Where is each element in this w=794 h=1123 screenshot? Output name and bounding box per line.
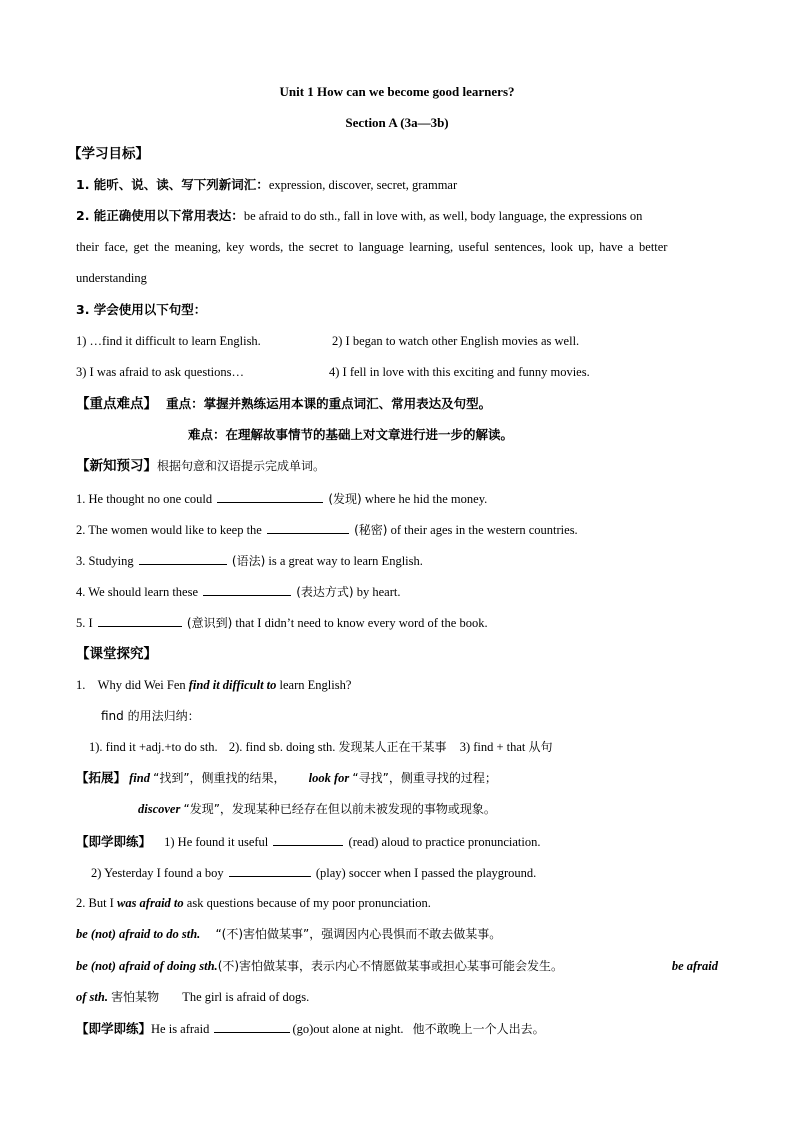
answer-blank[interactable] <box>267 521 349 534</box>
preview-row <box>76 458 718 474</box>
objective-2-label: 2. 能正确使用以下常用表达： <box>76 208 244 223</box>
key-point: 重点：掌握并熟练运用本课的重点词汇、常用表达及句型。 <box>166 396 492 411</box>
key-points-row <box>76 396 718 412</box>
objective-2-text-3: understanding <box>76 271 147 285</box>
pattern-row-1 <box>76 333 718 349</box>
difficult-point: 难点：在理解故事情节的基础上对文章进行进一步的解读。 <box>188 427 514 442</box>
preview-item-1: 1. He thought no one could (发现) where he hid the money. <box>76 492 488 506</box>
practice-row-3: 【即学即练】He is afraid (go)out alone at night. 他不敢晚上一个人出去。 <box>76 1021 545 1036</box>
answer-blank[interactable] <box>273 833 343 846</box>
pattern-1: 1) …find it difficult to learn English. <box>76 334 261 348</box>
answer-blank[interactable] <box>214 1020 290 1033</box>
question-2-phrase: was afraid to <box>116 896 184 910</box>
explore-heading: 【课堂探究】 <box>76 646 157 662</box>
objective-2 <box>76 208 718 224</box>
pattern-4: 4) I fell in love with this exciting and funny movies. <box>329 365 590 379</box>
pattern-2: 2) I began to watch other English movies as well. <box>332 334 580 348</box>
question-1-phrase: find it difficult to <box>188 678 277 692</box>
pattern-3: 3) I was afraid to ask questions… <box>76 365 245 379</box>
answer-blank[interactable] <box>229 864 311 877</box>
practice-row-2: 2) Yesterday I found a boy (play) soccer when I passed the playground. <box>91 866 537 880</box>
question-2: 2. But I was afraid to ask questions because of my poor pronunciation. <box>76 896 431 910</box>
objective-1-text: expression, discover, secret, grammar <box>268 178 458 192</box>
practice-row-1: 【即学即练】 1) He found it useful (read) aloud to practice pronunciation. <box>76 834 541 849</box>
question-1: 1. Why did Wei Fen find it difficult to learn English? <box>76 678 352 692</box>
objective-1-label: 1. 能听、说、读、写下列新词汇： <box>76 177 269 192</box>
preview-instruction: 根据句意和汉语提示完成单词。 <box>157 459 326 473</box>
objective-3-label: 3. 学会使用以下句型： <box>76 302 207 317</box>
answer-blank[interactable] <box>139 552 227 565</box>
afraid-usage-1: be (not) afraid to do sth. “(不)害怕做某事”，强调因内心畏惧而不敢去做某事。 <box>76 927 502 941</box>
preview-item-2: 2. The women would like to keep the (秘密) of their ages in the western countries. <box>76 523 578 537</box>
answer-blank[interactable] <box>98 614 182 627</box>
find-usage-heading: find 的用法归纳： <box>101 709 200 723</box>
preview-item-4: 4. We should learn these (表达方式) by heart. <box>76 585 401 599</box>
page-title: Unit 1 How can we become good learners? <box>279 84 515 99</box>
preview-item-3: 3. Studying (语法) is a great way to learn English. <box>76 554 423 568</box>
extend-label: 【拓展】 <box>76 770 127 785</box>
preview-heading: 【新知预习】 <box>76 458 157 474</box>
objective-1 <box>76 177 718 193</box>
practice-label: 【即学即练】 <box>76 834 152 849</box>
page-subtitle: Section A (3a—3b) <box>345 115 449 130</box>
find-usage-row: 1). find it +adj.+to do sth. 2). find sb. doing sth. 发现某人正在干某事 3) find + that 从句 <box>89 740 553 754</box>
answer-blank[interactable] <box>217 490 323 503</box>
objective-2-text-1: be afraid to do sth., fall in love with, as well, body language, the expressions on <box>243 209 643 223</box>
objectives-heading: 【学习目标】 <box>68 146 149 162</box>
pattern-row-2 <box>76 364 718 380</box>
afraid-usage-3: of sth. 害怕某物 The girl is afraid of dogs. <box>76 990 310 1004</box>
extend-row-2: discover “发现”，发现某种已经存在但以前未被发现的事物或现象。 <box>138 802 496 816</box>
objective-2-text-2: their face, get the meaning, key words, the secret to language learning, useful sentences, look up, have a better <box>76 240 668 254</box>
preview-item-5: 5. I (意识到) that I didn’t need to know every word of the book. <box>76 616 488 630</box>
afraid-usage-2: be (not) afraid of doing sth.(不)害怕做某事，表示内心不情愿做某事或担心某事可能会发生。 be afraid <box>76 959 718 973</box>
key-points-heading: 【重点难点】 <box>76 396 157 412</box>
practice-label-2: 【即学即练】 <box>76 1021 152 1036</box>
answer-blank[interactable] <box>203 583 291 596</box>
extend-row-1: 【拓展】 find “找到”，侧重找的结果， look for “寻找”，侧重寻找的过程； <box>76 770 497 785</box>
